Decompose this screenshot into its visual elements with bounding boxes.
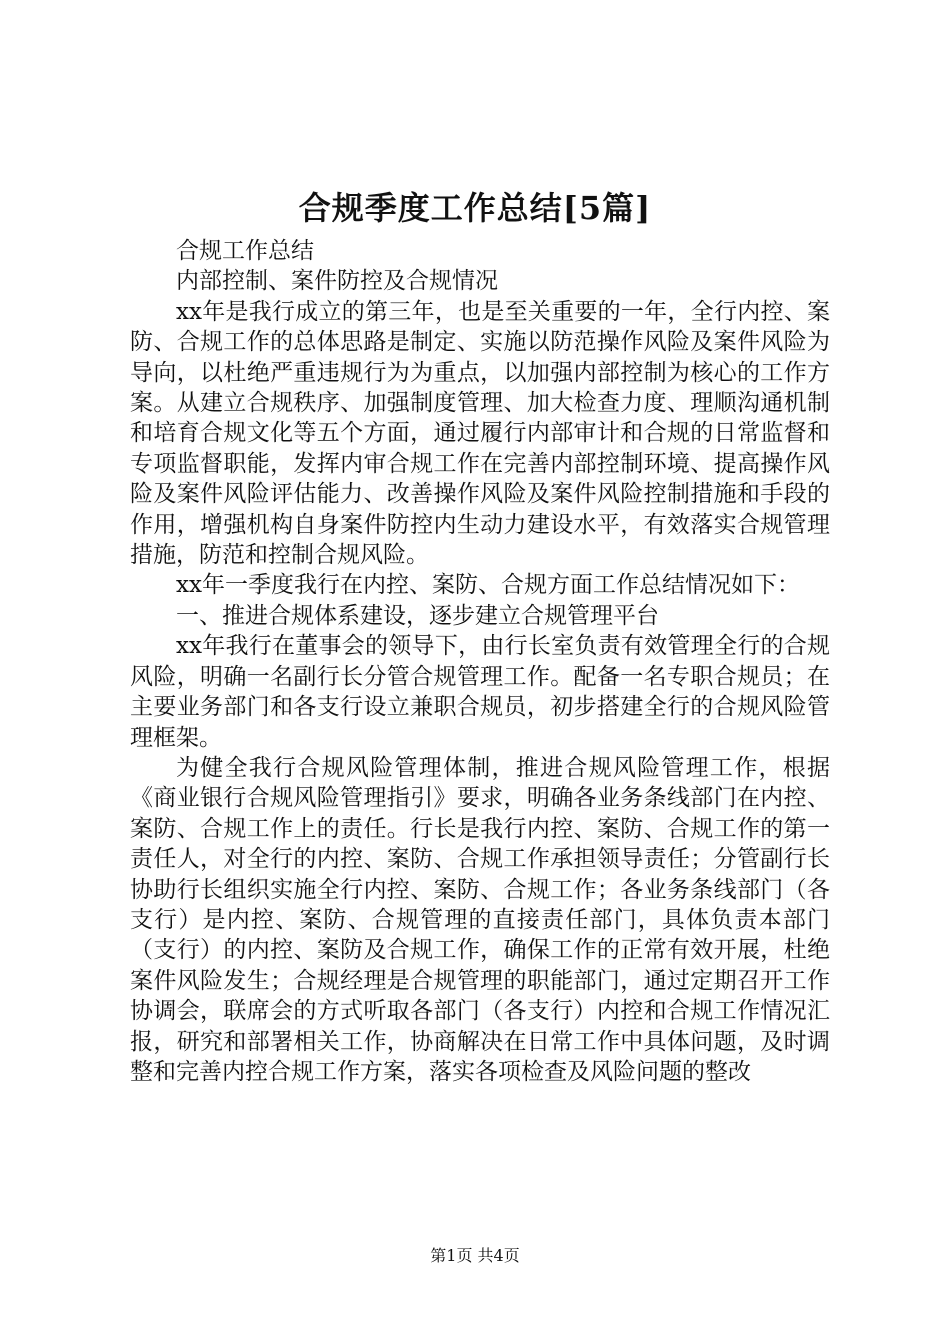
paragraph: xx年是我行成立的第三年，也是至关重要的一年，全行内控、案防、合规工作的总体思路是制定、实施以防范操作风险及案件风险为导向，以杜绝严重违规行为为重点，以加强内部控制为核心的工作方案。从建立合规秩序、加强制度管理、加大检查力度、理顺沟通机制和培育合规文化等五个方面，通过履行内部审计和合规的日常监督和专项监督职能，发挥内审合规工作在完善内部控制环境、提高操作风险及案件风险评估能力、改善操作风险及案件风险控制措施和手段的作用，增强机构自身案件防控内生动力建设水平，有效落实合规管理措施，防范和控制合规风险。 bbox=[130, 298, 830, 569]
paragraph: 为健全我行合规风险管理体制，推进合规风险管理工作，根据《商业银行合规风险管理指引》要求，明确各业务条线部门在内控、案防、合规工作上的责任。行长是我行内控、案防、合规工作的第一责任人，对全行的内控、案防、合规工作承担领导责任；分管副行长协助行长组织实施全行内控、案防、合规工作；各业务条线部门（各支行）是内控、案防、合规管理的直接责任部门，具体负责本部门（支行）的内控、案防及合规工作，确保工作的正常有效开展，杜绝案件风险发生；合规经理是合规管理的职能部门，通过定期召开工作协调会，联席会的方式听取各部门（各支行）内控和合规工作情况汇报，研究和部署相关工作，协商解决在日常工作中具体问题，及时调整和完善内控合规工作方案，落实各项检查及风险问题的整改 bbox=[130, 754, 830, 1085]
paragraph: xx年一季度我行在内控、案防、合规方面工作总结情况如下： bbox=[176, 572, 800, 599]
paragraph-heading: 合规工作总结 bbox=[176, 238, 314, 264]
paragraph-subheading: 内部控制、案件防控及合规情况 bbox=[176, 268, 498, 295]
paragraph: xx年我行在董事会的领导下，由行长室负责有效管理全行的合规风险，明确一名副行长分管合规管理工作。配备一名专职合规员；在主要业务部门和各支行设立兼职合规员，初步搭建全行的合规风险管理框架。 bbox=[130, 633, 830, 751]
page-footer: 第1页 共4页 bbox=[430, 1246, 520, 1265]
document-title: 合规季度工作总结[5篇] bbox=[298, 189, 652, 227]
section-heading: 一、推进合规体系建设，逐步建立合规管理平台 bbox=[176, 602, 659, 629]
document-body bbox=[130, 236, 830, 1087]
